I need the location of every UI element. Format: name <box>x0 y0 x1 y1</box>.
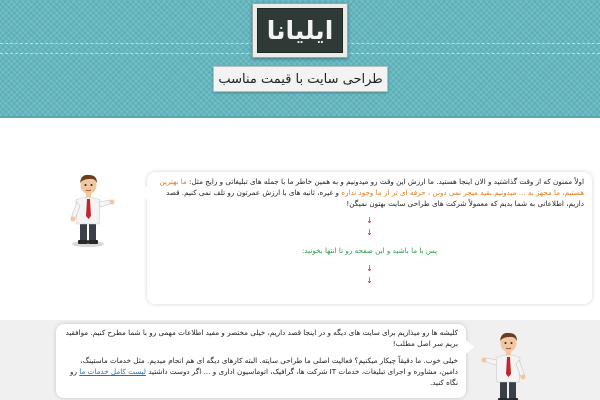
services-text-end: رو نگاه کنید. <box>70 367 458 387</box>
down-arrow-icon: ↓ <box>366 228 373 237</box>
site-logo[interactable] <box>252 3 348 58</box>
services-text: خیلی خوب. ما دقیقاً چیکار میکنیم؟ فعالیت اصلی ما طراحی سایته. البته کارهای دیگه ای هم انجام میدیم. مثل خدمات ماستینگ، دامین، مشاوره و اجرای تبلیغات، خدمات IT شرکت ها، گرافیک، اتوماسیون اداری و ... اگر دوست داشتید <box>80 356 458 376</box>
logo-text: ایلیانا <box>257 8 343 53</box>
services-list-link[interactable]: لیست کامل خدمات ما <box>79 367 146 376</box>
cliche-examples-text: ما بهترین هستیم، ما مجهز به ... میدونیم.بقیه میچر نمی دونن ، حرفه ای تر از ما وجود نداره <box>159 177 584 197</box>
businessman-illustration-1 <box>62 172 118 248</box>
bubble-tail <box>139 186 147 200</box>
read-on-prompt: پس با ما باشید و این صفحه رو تا انتها بخونید: <box>301 246 438 255</box>
about-paragraph-1: کلیشه ها رو میذاریم برای سایت های دیگه و در اینجا قصد داریم، خیلی مختصر و مفید اطلاعات مهمی رو با شما مطرح کنیم. موافقید بریم سر اصل مطلب! <box>65 328 458 348</box>
site-header <box>0 0 600 118</box>
intro-text-start: اولاً ممنون که از وقت گذاشتید و الان اینجا هستید. ما ارزش این وقت رو میدونیم و به همین خاطر ما با جمله های تبلیغاتی و رایج مثل: <box>189 177 584 186</box>
site-tagline: طراحی سایت با قیمت مناسب <box>213 66 388 92</box>
intro-text-end: و غیره، ثانیه های با ارزش عمرتون رو تلف نمی کنیم. قصد داریم، اطلاعاتی به شما بدیم که معمولاً شرکت های طراحی سایت بهتون نمیگن! <box>166 188 584 208</box>
down-arrow-icon: ↓ <box>366 276 373 285</box>
businessman-illustration-2 <box>478 330 534 400</box>
about-speech-bubble <box>56 324 466 398</box>
down-arrow-icon: ↓ <box>366 216 373 225</box>
about-paragraph-2 <box>64 355 458 388</box>
down-arrow-icon: ↓ <box>366 264 373 273</box>
intro-speech-bubble <box>147 172 592 304</box>
intro-paragraph <box>155 176 584 209</box>
bubble-tail <box>466 340 474 354</box>
